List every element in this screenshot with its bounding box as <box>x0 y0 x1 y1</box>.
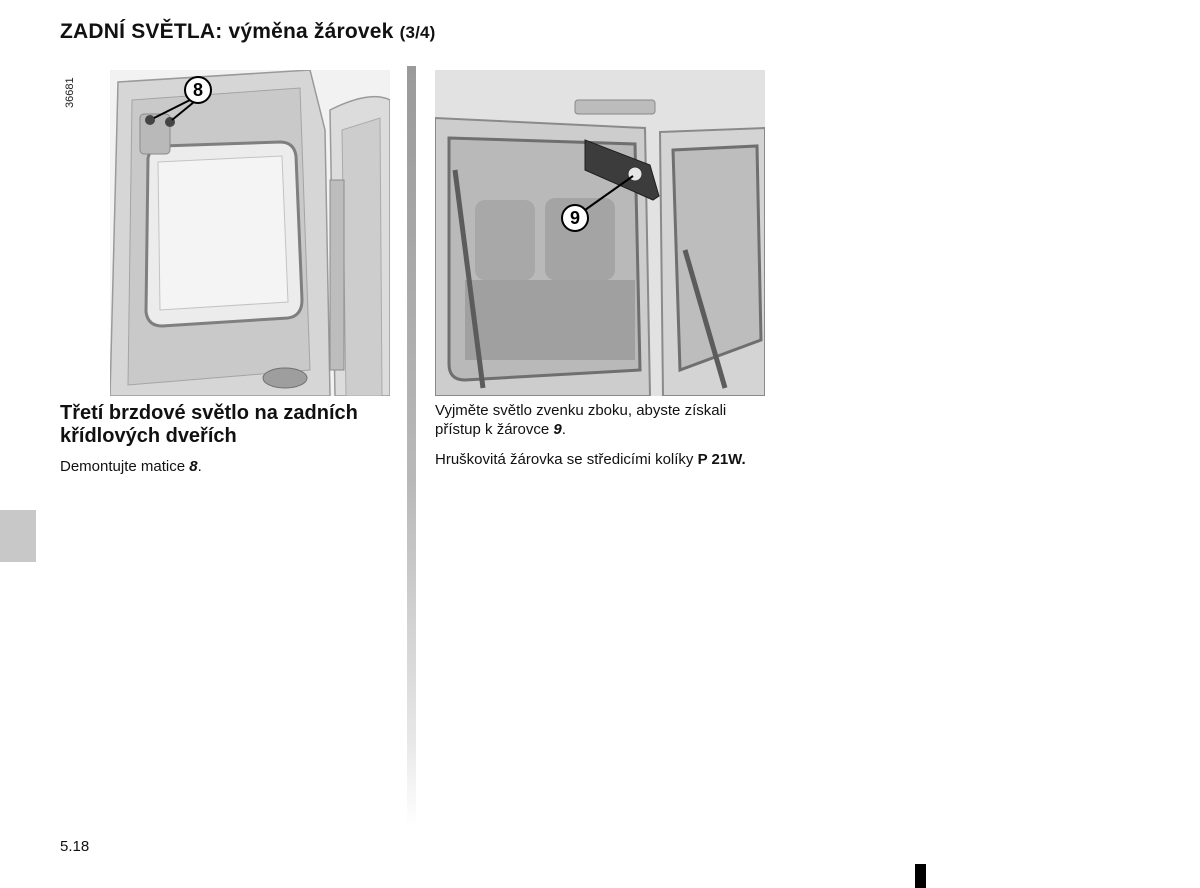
callout-9: 9 <box>569 208 581 228</box>
page-title-main: ZADNÍ SVĚTLA: výměna žárovek <box>60 20 394 43</box>
figure-left-ref: 36681 <box>64 77 76 108</box>
left-paragraph-ref: 8 <box>189 458 198 475</box>
right-paragraph-2 <box>435 450 765 469</box>
figure-rear-door <box>110 70 390 396</box>
section-end-marker <box>915 864 926 888</box>
left-paragraph-end: . <box>197 458 202 475</box>
page-title-part: (3/4) <box>399 23 436 42</box>
rear-door-illustration <box>110 70 390 396</box>
bulb-type: P 21W. <box>697 451 746 468</box>
right-paragraph-2-text: Hruškovitá žárovka se středicími kolíky <box>435 451 698 468</box>
chapter-tab <box>0 510 36 562</box>
page-title <box>60 20 436 44</box>
brake-light-illustration <box>435 70 765 396</box>
right-paragraph-1-end: . <box>561 421 566 438</box>
callout-8: 8 <box>192 80 204 100</box>
column-divider <box>407 66 416 826</box>
right-paragraph-1-ref: 9 <box>553 421 562 438</box>
page-number: 5.18 <box>60 838 90 855</box>
left-paragraph <box>60 457 400 476</box>
right-paragraph-1 <box>435 401 765 439</box>
section-heading: Třetí brzdové světlo na zadních křídlových dveřích <box>60 402 358 447</box>
figure-brake-light <box>435 70 765 396</box>
left-paragraph-text: Demontujte matice <box>60 458 190 475</box>
right-paragraph-1-text: Vyjměte světlo zvenku zboku, abyste získali přístup k žárovce <box>435 402 727 438</box>
